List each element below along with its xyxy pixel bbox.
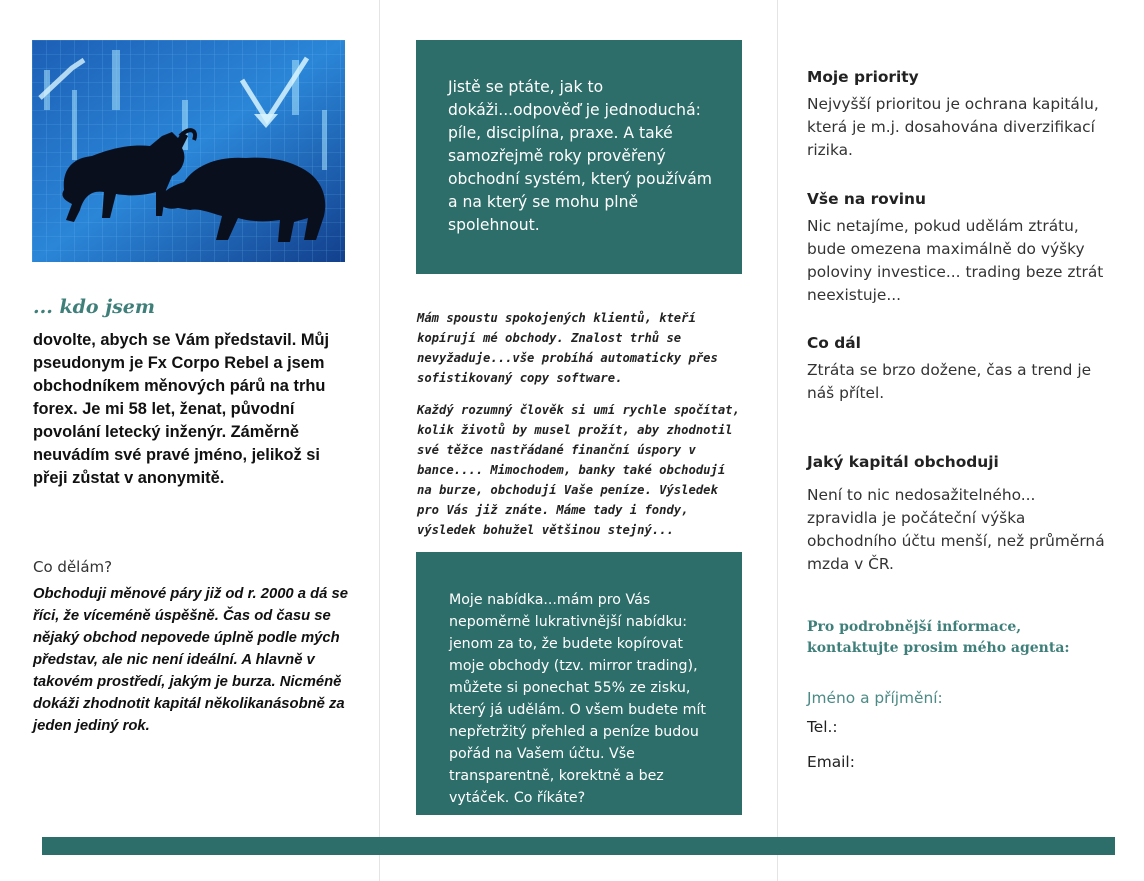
- footer-bar: [42, 837, 1115, 855]
- phone-label: Tel.:: [807, 718, 838, 736]
- how-box-text: Jistě se ptáte, jak to dokáži...odpověď je jednoduchá: píle, disciplína, praxe. A také samozřejmě roky prověřený obchodní systém, který používám a na který se mohu plně spolehnout.: [448, 78, 712, 234]
- capital-heading: Jaký kapitál obchoduji: [807, 453, 999, 471]
- column-divider-right: [777, 0, 778, 881]
- what-i-do-heading: Co dělám?: [33, 558, 113, 576]
- column-divider-left: [379, 0, 380, 881]
- contact-agent-text: Pro podrobnější informace, kontaktujte prosim mého agenta:: [807, 619, 1070, 656]
- banks-paragraph: Každý rozumný člověk si umí rychle spočítat, kolik životů by musel prožít, aby zhodnotil své těžce nastřádané finanční úspory v bance.... Mimochodem, banky také obchodují na burze, obchodují Vaše peníze. Výsledek pro Vás již znáte. Máme tady i fondy, výsledek bohužel většinou stejný...: [417, 403, 740, 537]
- offer-box-text: Moje nabídka...mám pro Vás nepoměrně lukrativnější nabídku: jenom za to, že budete kopírovat moje obchody (tzv. mirror trading), můžete si ponechat 55% ze zisku, který já udělám. O všem budete mít nepřetržitý přehled a peníze budou pořád na Vašem účtu. Vše transparentně, korektně a bez vytáček. Co říkáte?: [449, 592, 706, 806]
- bull-and-bear-image: [32, 40, 345, 262]
- bull-and-bear-icon: [32, 40, 345, 262]
- whats-next-text: Ztráta se brzo dožene, čas a trend je náš přítel.: [807, 361, 1092, 402]
- intro-paragraph: dovolte, abych se Vám představil. Můj pseudonym je Fx Corpo Rebel a jsem obchodníkem měnových párů na trhu forex. Je mi 58 let, ženat, původní povolání letecký inženýr. Záměrně neuvádím své pravé jméno, jelikož si přeji zůstat v anonymitě.: [33, 331, 330, 487]
- what-i-do-paragraph: Obchoduji měnové páry již od r. 2000 a dá se říci, že víceméně úspěšně. Čas od času se nějaký obchod nepovede úplně podle mých představ, ale nic není ideální. A hlavně v takovém prostředí, jakým je burza. Nicméně dokáži zhodnotit kapitál několikanásobně za jeden jediný rok.: [33, 586, 348, 734]
- name-label: Jméno a příjmění:: [807, 689, 943, 707]
- whats-next-heading: Co dál: [807, 334, 861, 352]
- priorities-text: Nejvyšší prioritou je ochrana kapitálu, která je m.j. dosahována diverzifikací rizika.: [807, 95, 1099, 159]
- offer-box: [416, 552, 742, 815]
- clients-paragraph: Mám spoustu spokojených klientů, kteří kopírují mé obchody. Znalost trhů se nevyžaduje...vše probíhá automaticky přes sofistikovaný copy software.: [417, 311, 718, 385]
- how-box: [416, 40, 742, 274]
- straightforward-heading: Vše na rovinu: [807, 190, 926, 208]
- straightforward-text: Nic netajíme, pokud udělám ztrátu, bude omezena maximálně do výšky poloviny investice... trading beze ztrát neexistuje...: [807, 217, 1104, 304]
- who-am-i-heading: ... kdo jsem: [33, 296, 155, 318]
- capital-text: Není to nic nedosažitelného... zpravidla je počáteční výška obchodního účtu menší, než průměrná mzda v ČR.: [807, 486, 1105, 573]
- email-label: Email:: [807, 753, 855, 771]
- priorities-heading: Moje priority: [807, 68, 919, 86]
